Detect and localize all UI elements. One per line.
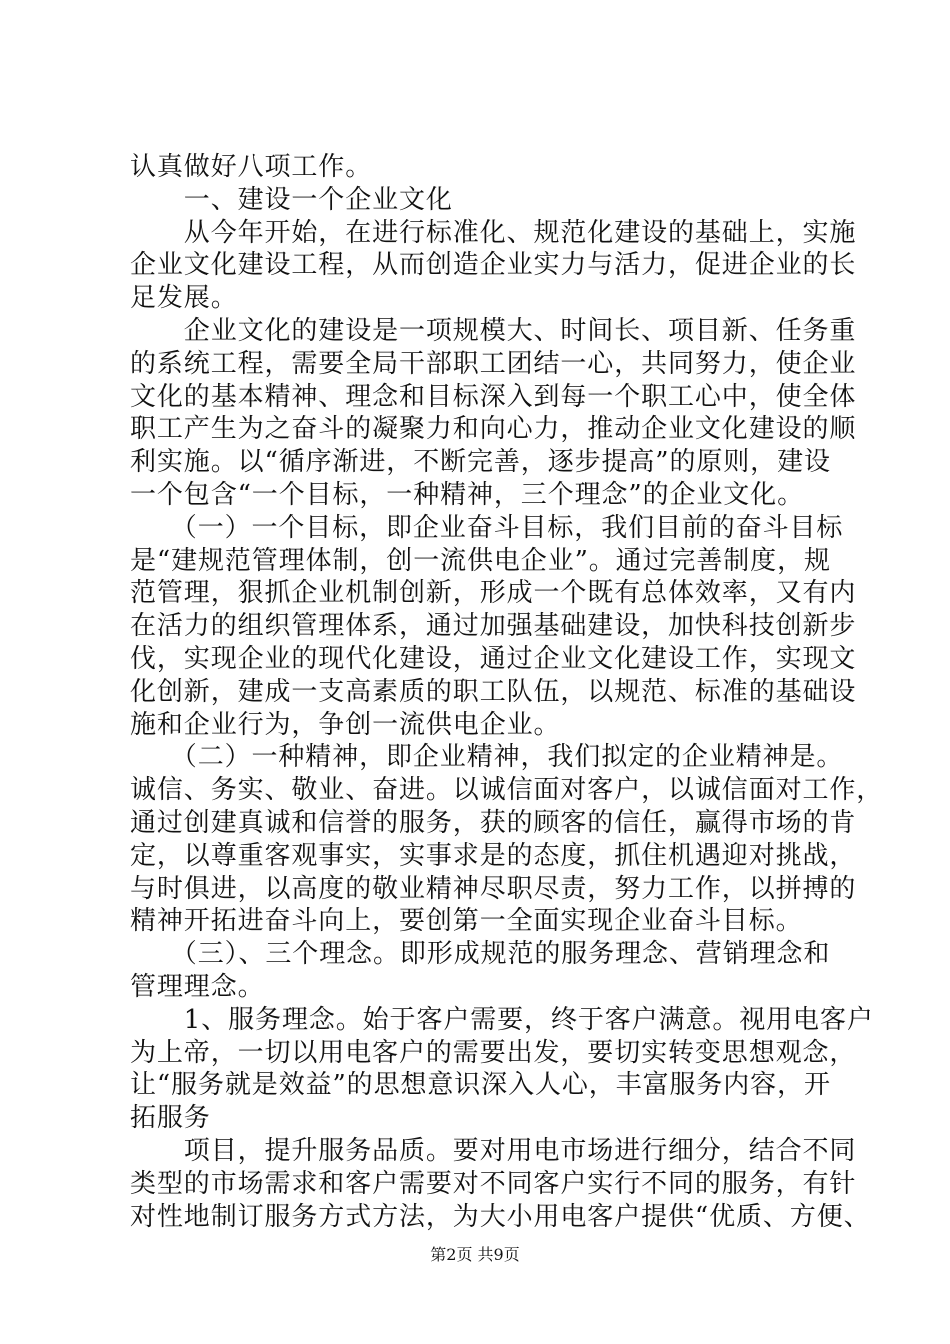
text-line: 的系统工程，需要全局干部职工团结一心，共同努力，使企业 xyxy=(130,348,857,379)
text-line: （三）、三个理念。即形成规范的服务理念、营销理念和 xyxy=(130,939,831,970)
text-line: 类型的市场需求和客户需要对不同客户实行不同的服务，有针 xyxy=(130,1168,857,1199)
text-line: 从今年开始，在进行标准化、规范化建设的基础上，实施 xyxy=(130,217,857,248)
text-line: 与时俱进，以高度的敬业精神尽职尽责，努力工作，以拼搏的 xyxy=(130,873,857,904)
text-line: 对性地制订服务方式方法，为大小用电客户提供“优质、方便、 xyxy=(130,1201,871,1232)
text-line: 化创新，建成一支高素质的职工队伍，以规范、标准的基础设 xyxy=(130,676,857,707)
text-line: 伐，实现企业的现代化建设，通过企业文化建设工作，实现文 xyxy=(130,644,857,674)
text-line: 范管理，狠抓企业机制创新，形成一个既有总体效率，又有内 xyxy=(130,578,857,609)
text-line: 职工产生为之奋斗的凝聚力和向心力，推动企业文化建设的顺 xyxy=(130,414,857,445)
text-line: 利实施。以“循序渐进，不断完善，逐步提高”的原则，建设 xyxy=(130,447,831,478)
text-line: （一）一个目标，即企业奋斗目标，我们目前的奋斗目标 xyxy=(130,512,844,543)
text-line: 企业文化建设工程，从而创造企业实力与活力，促进企业的长 xyxy=(130,250,857,281)
text-line: 一个包含“一个目标，一种精神，三个理念”的企业文化。 xyxy=(130,480,804,510)
text-line: 认真做好八项工作。 xyxy=(130,152,373,182)
text-line: 在活力的组织管理体系，通过加强基础建设，加快科技创新步 xyxy=(130,611,857,642)
text-line: 项目，提升服务品质。要对用电市场进行细分，结合不同 xyxy=(130,1136,857,1166)
text-line: 企业文化的建设是一项规模大、时间长、项目新、任务重 xyxy=(130,316,857,346)
text-line: 通过创建真诚和信誉的服务，获的顾客的信任，赢得市场的肯 xyxy=(130,808,857,838)
section-heading: 一、建设一个企业文化 xyxy=(130,184,453,215)
text-line: 文化的基本精神、理念和目标深入到每一个职工心中，使全体 xyxy=(130,381,857,412)
text-line: 诚信、务实、敬业、奋进。以诚信面对客户，以诚信面对工作， xyxy=(130,775,884,806)
text-line: 让“服务就是效益”的思想意识深入人心，丰富服务内容，开 xyxy=(130,1070,831,1101)
text-line: 定，以尊重客观事实，实事求是的态度，抓住机遇迎对挑战， xyxy=(130,840,857,871)
text-line: 管理理念。 xyxy=(130,972,265,1002)
text-line: 拓服务 xyxy=(130,1103,211,1134)
text-line: 1、服务理念。始于客户需要，终于客户满意。视用电客户 xyxy=(130,1004,874,1035)
text-line: 精神开拓进奋斗向上，要创第一全面实现企业奋斗目标。 xyxy=(130,906,803,937)
text-line: （二）一种精神，即企业精神，我们拟定的企业精神是。 xyxy=(130,742,844,773)
text-line: 施和企业行为，争创一流供电企业。 xyxy=(130,709,561,740)
text-line: 为上帝，一切以用电客户的需要出发，要切实转变思想观念， xyxy=(130,1037,857,1068)
text-line: 足发展。 xyxy=(130,283,238,314)
page-number-footer: 第2页 共9页 xyxy=(430,1245,520,1264)
text-line: 是“建规范管理体制，创一流供电企业”。通过完善制度，规 xyxy=(130,545,831,576)
